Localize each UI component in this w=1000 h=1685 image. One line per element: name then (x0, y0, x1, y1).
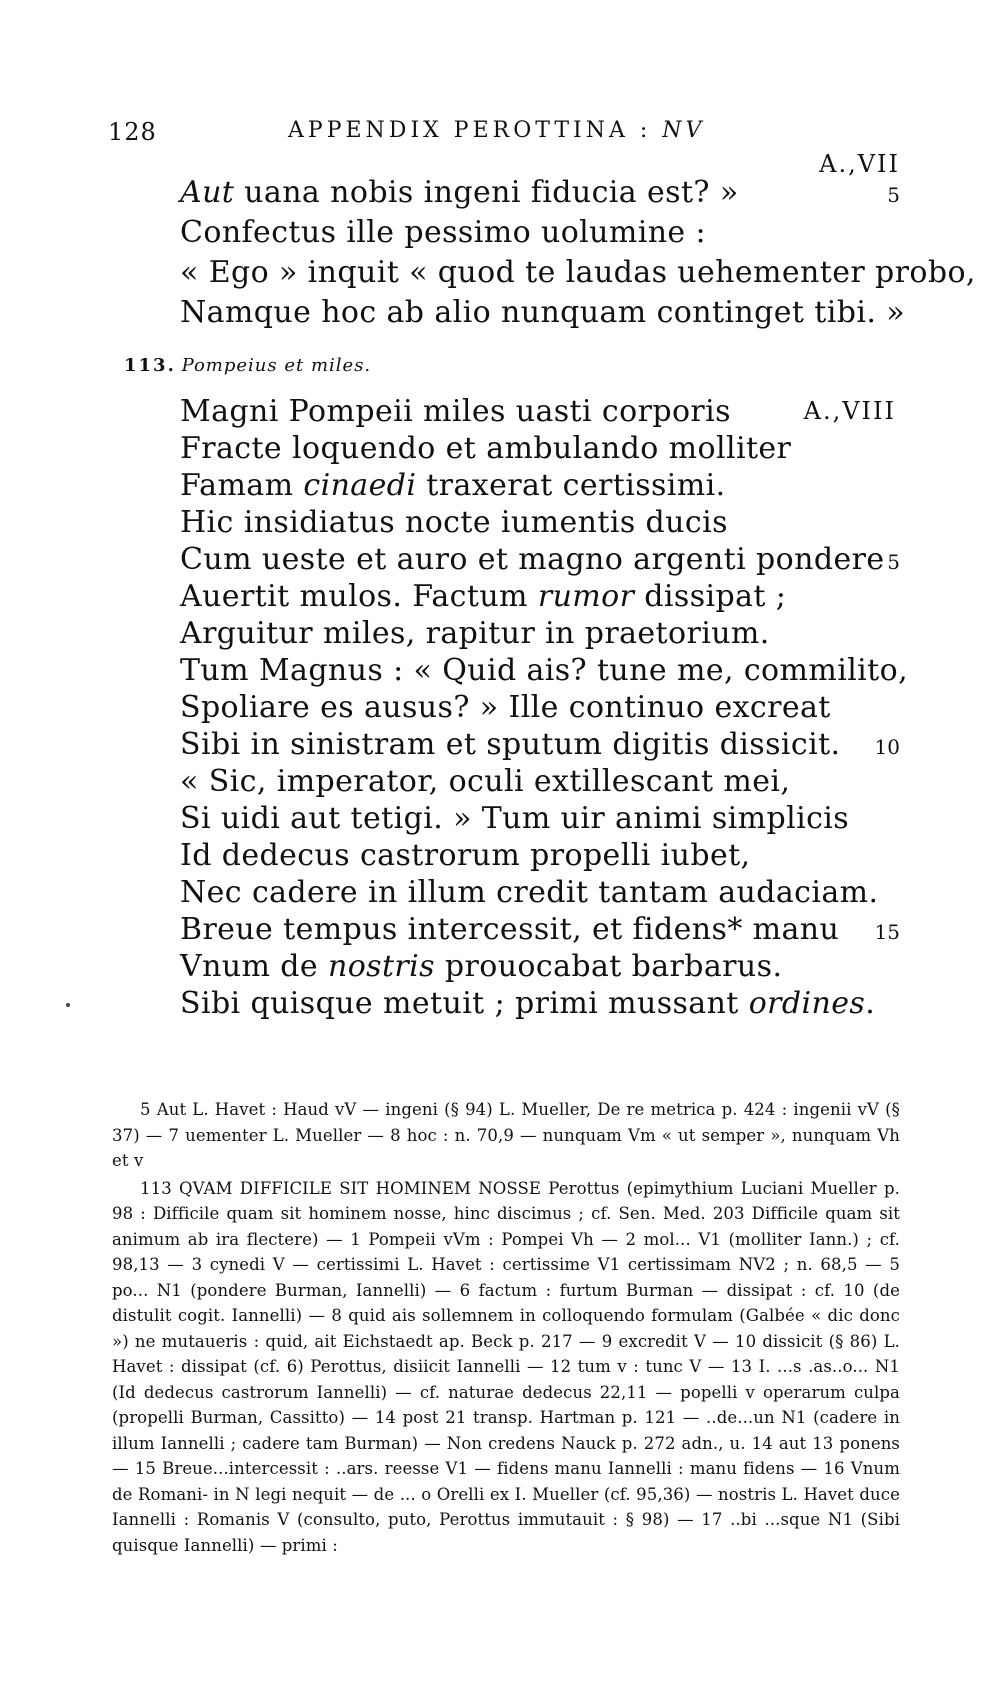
verse-text: Magni Pompeii miles uasti corporis (180, 394, 731, 429)
verse-line (180, 762, 790, 802)
verse-line (180, 725, 840, 765)
verse-line (180, 577, 786, 617)
verse-text: Si uidi aut tetigi. » Tum uir animi simplicis (180, 801, 850, 836)
fable-heading (124, 355, 371, 376)
footnote-paragraph: 5 Aut L. Havet : Haud vV — ingeni (§ 94) L. Mueller, De re metrica p. 424 : ingenii vV (§ 37) — 7 uementer L. Mueller — 8 hoc : n. 70,9 — nunquam Vm « ut semper », nunquam Vh et v (112, 1100, 900, 1170)
page-number: 128 (108, 118, 157, 146)
verse-text: « Ego » inquit « quod te laudas uehementer probo, (180, 255, 976, 290)
verse-text: Id dedecus castrorum propelli iubet, (180, 838, 751, 873)
verse-text: . (865, 986, 876, 1021)
page-header (108, 118, 898, 158)
verse-line (180, 947, 782, 987)
running-title (288, 118, 705, 143)
verse-line (180, 392, 731, 432)
verse-line (180, 910, 839, 950)
verse-text: Vnum de (180, 949, 328, 984)
verse-emphasis: rumor (537, 579, 635, 614)
verse-line (180, 688, 831, 728)
running-title-section: NV (662, 118, 706, 143)
verse-line (180, 651, 908, 691)
running-title-text: APPENDIX PEROTTINA : (288, 118, 652, 143)
line-number: 15 (874, 920, 900, 944)
line-number: 5 (887, 183, 900, 207)
verse-text: traxerat certissimi. (416, 468, 726, 503)
verse-text: uana nobis ingeni fiducia est? » (234, 175, 739, 210)
verse-line (180, 614, 770, 654)
verse-emphasis: Aut (180, 175, 235, 210)
verse-line (180, 873, 878, 913)
verse-line (180, 503, 728, 543)
verse-line (180, 836, 751, 876)
verse-line (180, 799, 849, 839)
verse-line (180, 173, 739, 213)
verse-text: Breue tempus intercessit, et fidens* manu (180, 912, 840, 947)
verse-emphasis: ordines (748, 986, 866, 1021)
footnote-paragraph: 113 QVAM DIFFICILE SIT HOMINEM NOSSE Perottus (epimythium Luciani Mueller p. 98 : Difficile quam sit hominem nosse, hinc discimus ; cf. Sen. Med. 203 Difficile quam sit animum ab ira flectere) — 1 Pompeii vVm : Pompei Vh — 2 mol... V1 (molliter Iann.) ; cf. 98,13 — 3 cynedi V — certissimi L. Havet : certissime V1 certissimam NV2 ; n. 68,5 — 5 po... N1 (pondere Burman, Iannelli) — 6 factum : furtum Burman — dissipat : cf. 10 (de distulit cogit. Iannelli) — 8 quid ais sollemnem in colloquendo formulam (Galbée « dic donc ») ne mutaueris : quid, ait Eichstaedt ap. Beck p. 217 — 9 excredit V — 10 dissicit (§ 86) L. Havet : dissipat (cf. 6) Perottus, disiicit Iannelli — 12 tum v : tunc V — 13 I. ...s .as..o... N1 (Id dedecus castrorum Iannelli) — cf. naturae dedecus 22,11 — popelli v operarum culpa (propelli Burman, Cassitto) — 14 post 21 transp. Hartman p. 121 — ..de...un N1 (cadere in illum Iannelli ; cadere tam Burman) — Non credens Nauck p. 272 adn., u. 14 aut 13 ponens — 15 Breue...intercessit : ..ars. reesse V1 — fidens manu Iannelli : manu fidens — 16 Vnum de Romani- in N legi nequit — de ... o Orelli ex I. Mueller (cf. 95,36) — nostris L. Havet duce Iannelli : Romanis V (consulto, puto, Perottus immutauit : § 98) — 17 ..bi ...sque N1 (Sibi quisque Iannelli) — primi : (112, 1178, 900, 1555)
fable-reference-first: A.,VII (819, 150, 900, 178)
verse-text: Confectus ille pessimo uolumine : (180, 215, 707, 250)
verse-text: Sibi quisque metuit ; primi mussant (180, 986, 749, 1021)
verse-text: Namque hoc ab alio nunquam continget tibi. » (180, 295, 905, 330)
verse-text: Spoliare es ausus? » Ille continuo excreat (180, 690, 831, 725)
verse-text: Famam (180, 468, 304, 503)
fable-title: Pompeius et miles. (181, 355, 372, 376)
verse-text: Cum ueste et auro et magno argenti pondere (180, 542, 885, 577)
verse-text: Nec cadere in illum credit tantam audaciam. (180, 875, 879, 910)
fable-number: 113. (124, 355, 176, 376)
verse-text: Fracte loquendo et ambulando molliter (180, 431, 792, 466)
verse-line (180, 429, 791, 469)
verse-text: Sibi in sinistram et sputum digitis dissicit. (180, 727, 841, 762)
verse-text: Hic insidiatus nocte iumentis ducis (180, 505, 728, 540)
verse-line (180, 984, 875, 1024)
verse-text: Tum Magnus : « Quid ais? tune me, commilito, (180, 653, 909, 688)
margin-mark (66, 1003, 70, 1007)
verse-text: Auertit mulos. Factum (180, 579, 538, 614)
verse-line (180, 293, 905, 333)
fable-reference-second: A.,VIII (803, 397, 896, 425)
verse-emphasis: cinaedi (303, 468, 417, 503)
verse-emphasis: nostris (328, 949, 435, 984)
line-number: 10 (874, 735, 900, 759)
verse-text: « Sic, imperator, oculi extillescant mei, (180, 764, 791, 799)
critical-apparatus (112, 1097, 900, 1558)
verse-line (180, 253, 976, 293)
verse-line (180, 213, 706, 253)
verse-line (180, 466, 726, 506)
verse-text: prouocabat barbarus. (434, 949, 783, 984)
verse-text: dissipat ; (634, 579, 787, 614)
verse-line (180, 540, 885, 580)
line-number: 5 (887, 550, 900, 574)
verse-text: Arguitur miles, rapitur in praetorium. (180, 616, 770, 651)
